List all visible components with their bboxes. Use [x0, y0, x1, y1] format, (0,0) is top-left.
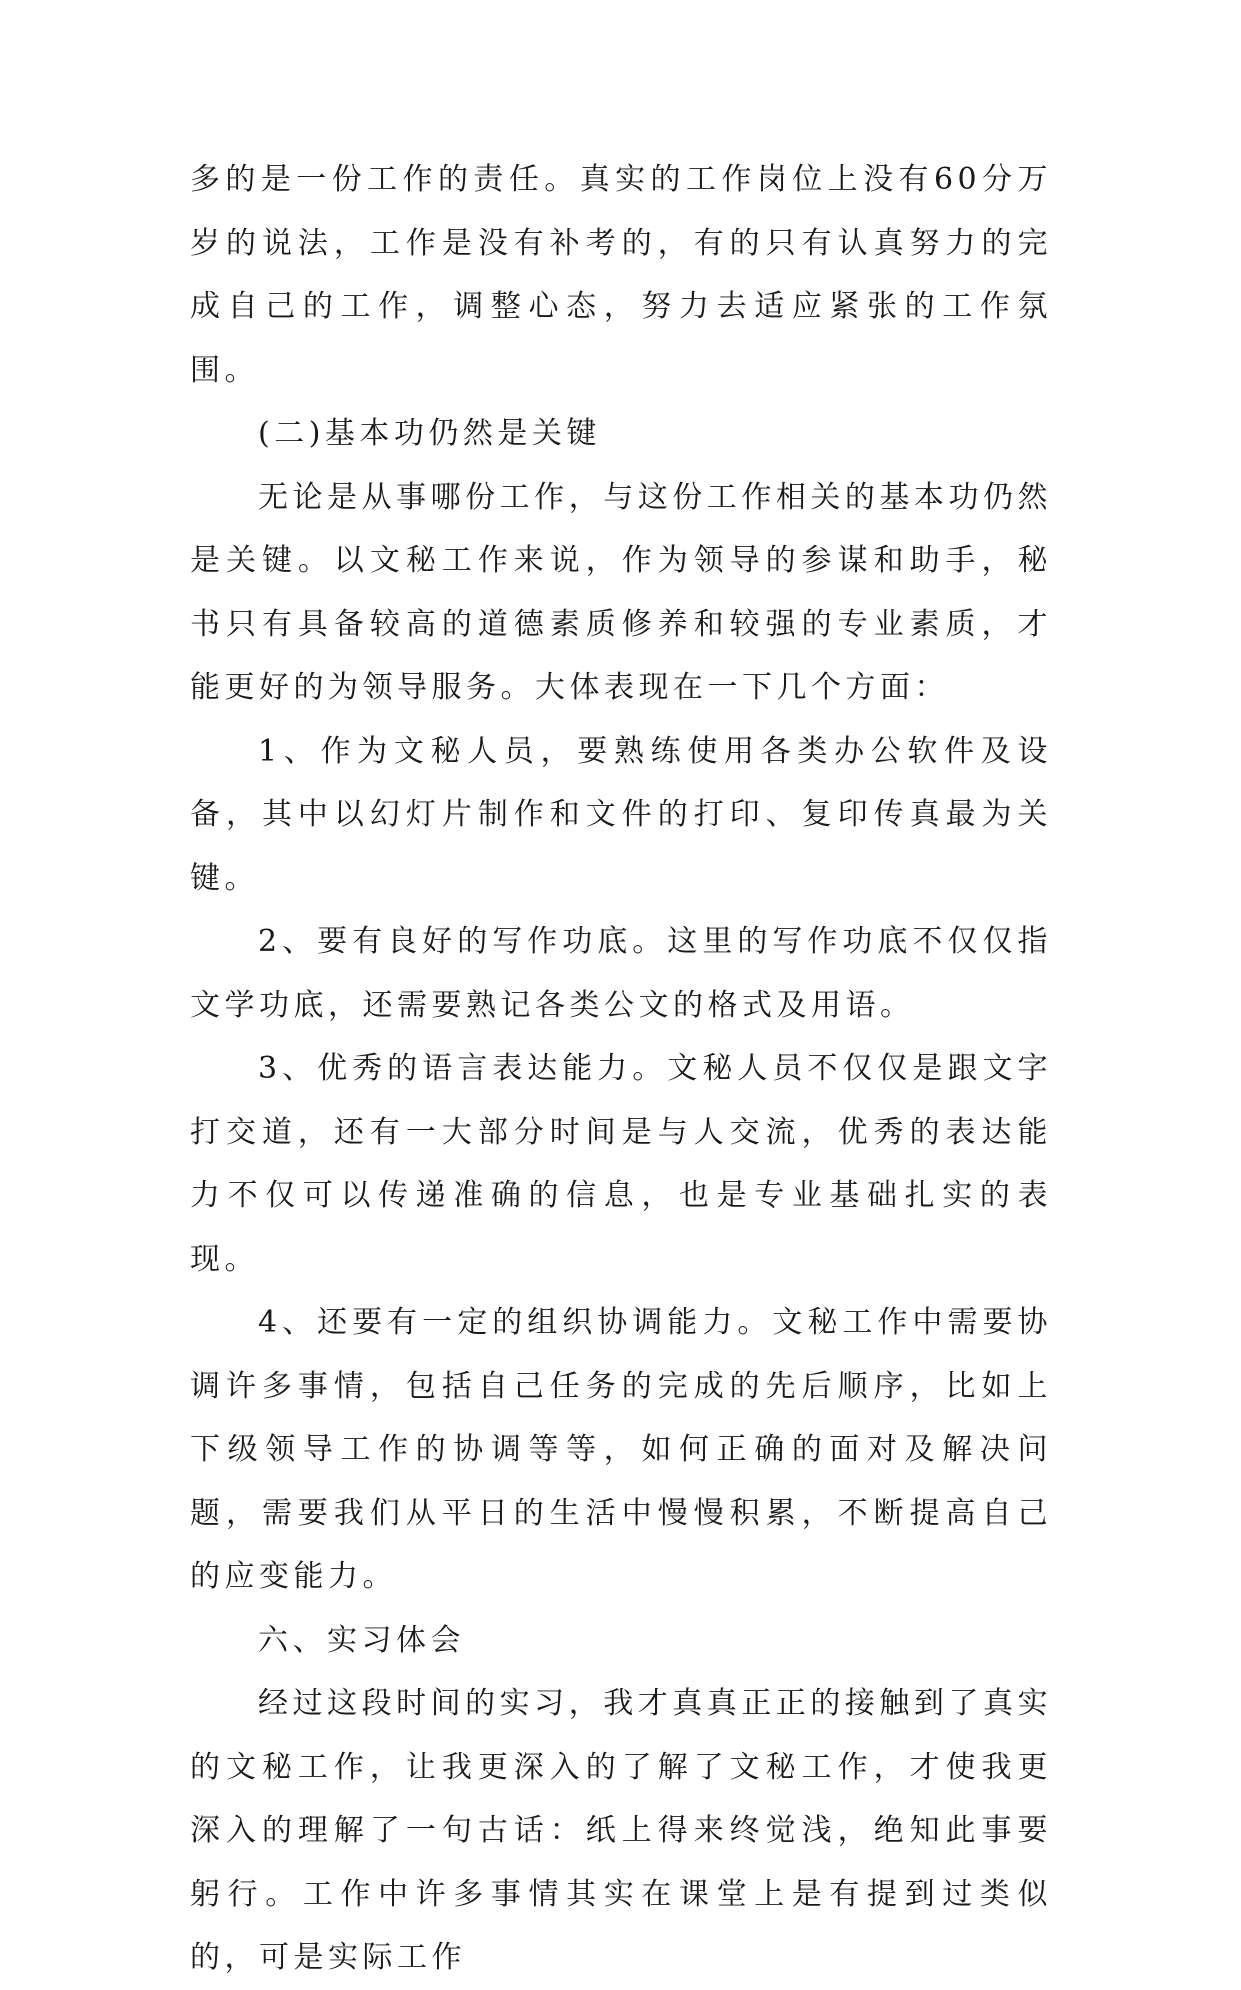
section-heading-basics: (二)基本功仍然是关键 [258, 416, 601, 451]
paragraph-experience: 经过这段时间的实习，我才真真正正的接触到了真实的文秘工作，让我更深入的了解了文秘工作，才使我更深入的理解了一句古话：纸上得来终觉浅，绝知此事要躬行。工作中许多事情其实在课堂上是有提到过类似的，可是实际工作 [190, 1686, 1052, 1975]
document-page [190, 148, 1052, 1990]
list-item-2: 2、要有良好的写作功底。这里的写作功底不仅仅指文学功底，还需要熟记各类公文的格式及用语。 [190, 924, 1052, 1023]
list-item-4: 4、还要有一定的组织协调能力。文秘工作中需要协调许多事情，包括自己任务的完成的先后顺序，比如上下级领导工作的协调等等，如何正确的面对及解决问题，需要我们从平日的生活中慢慢积累，不断提高自己的应变能力。 [190, 1305, 1052, 1594]
paragraph-continuation: 多的是一份工作的责任。真实的工作岗位上没有60分万岁的说法，工作是没有补考的，有的只有认真努力的完成自己的工作，调整心态，努力去适应紧张的工作氛围。 [190, 162, 1052, 388]
list-item-3: 3、优秀的语言表达能力。文秘人员不仅仅是跟文字打交道，还有一大部分时间是与人交流，优秀的表达能力不仅可以传递准确的信息，也是专业基础扎实的表现。 [190, 1051, 1052, 1277]
section-heading-experience: 六、实习体会 [258, 1622, 465, 1658]
list-item-1: 1、作为文秘人员，要熟练使用各类办公软件及设备，其中以幻灯片制作和文件的打印、复印传真最为关键。 [190, 733, 1052, 896]
paragraph-basics-intro: 无论是从事哪份工作，与这份工作相关的基本功仍然是关键。以文秘工作来说，作为领导的参谋和助手，秘书只有具备较高的道德素质修养和较强的专业素质，才能更好的为领导服务。大体表现在一下几个方面： [190, 479, 1052, 705]
